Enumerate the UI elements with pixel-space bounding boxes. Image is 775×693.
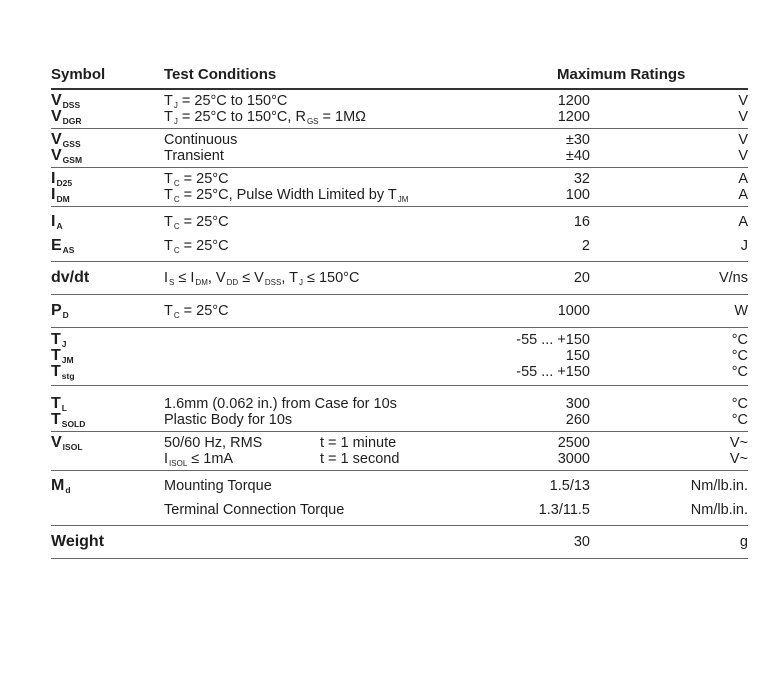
row-group: [51, 386, 748, 432]
row-group: [51, 471, 748, 526]
table-row: [51, 348, 748, 364]
condition-cell: Terminal Connection Torque: [164, 502, 345, 518]
unit-cell: °C: [731, 332, 748, 348]
value-cell: 300: [565, 396, 590, 412]
unit-cell: J: [740, 238, 748, 254]
table-row: [51, 132, 748, 148]
subscript: C: [173, 246, 180, 255]
subscript: C: [173, 195, 180, 204]
row-group: [51, 207, 748, 262]
value-cell: 20: [573, 270, 590, 286]
symbol-cell: $T_J$: [51, 331, 67, 349]
table-row: [51, 364, 748, 380]
condition-cell: $T_J = 25^\circ C$ to 150°C: [164, 93, 288, 110]
condition-cell: $T_C = 25^\circ C$: [164, 214, 229, 231]
row-group: [51, 262, 748, 295]
unit-cell: V~: [729, 435, 748, 451]
condition-cell: $T_C = 25^\circ C$: [164, 238, 229, 255]
value-cell: 32: [573, 171, 590, 187]
table-row: [51, 412, 748, 428]
symbol-cell: $V_{DSS}$: [51, 92, 81, 110]
unit-cell: Nm/lb.in.: [690, 502, 748, 518]
symbol-cell: $I_A$: [51, 213, 63, 231]
table-row: [51, 187, 748, 203]
unit-cell: W: [734, 303, 748, 319]
subscript: A: [56, 221, 63, 231]
table-row: [51, 234, 748, 258]
row-group: [51, 526, 748, 559]
table-row: [51, 435, 748, 451]
condition-cell: $T_C = 25^\circ C$, Pulse Width Limited by $T_{JM}$: [164, 187, 409, 204]
subscript: DD: [226, 278, 239, 287]
table-row: [51, 396, 748, 412]
header-symbol: Symbol: [51, 66, 106, 83]
table-body: [51, 90, 748, 559]
row-group: [51, 328, 748, 386]
value-cell: 1.3/11.5: [538, 502, 590, 518]
subscript: GS: [306, 117, 319, 126]
subscript: AS: [62, 245, 75, 255]
unit-cell: °C: [731, 364, 748, 380]
table-row: [51, 532, 748, 552]
unit-cell: A: [738, 171, 748, 187]
subscript: GSS: [62, 139, 81, 149]
table-row: [51, 171, 748, 187]
symbol-cell: $V_{DGR}$: [51, 108, 82, 126]
table-row: [51, 498, 748, 522]
table-row: [51, 301, 748, 321]
unit-cell: V: [738, 109, 748, 125]
table-row: [51, 268, 748, 288]
symbol-cell: $T_{SOLD}$: [51, 411, 86, 429]
table-row: [51, 148, 748, 164]
subscript: SOLD: [61, 419, 86, 429]
value-cell: 1200: [557, 93, 590, 109]
value-cell: 150: [565, 348, 590, 364]
condition-cell: $T_C = 25^\circ C$: [164, 303, 229, 320]
unit-cell: V~: [729, 451, 748, 467]
symbol-cell: $I_{D25}$: [51, 170, 73, 188]
subscript: ISOL: [169, 459, 188, 468]
subscript: S: [169, 278, 175, 287]
subscript: L: [61, 403, 67, 413]
unit-cell: °C: [731, 396, 748, 412]
condition-cell: 50/60 Hz, RMS: [164, 435, 263, 451]
table-header: [51, 62, 748, 90]
subscript: C: [173, 311, 180, 320]
value-cell: ±40: [565, 148, 590, 164]
value-cell: -55 ... +150: [516, 364, 590, 380]
condition-duration-cell: t = 1 minute: [320, 435, 397, 451]
symbol-cell: $M_d$: [51, 477, 71, 495]
row-group: [51, 90, 748, 129]
value-cell: 2: [581, 238, 590, 254]
subscript: stg: [61, 371, 75, 381]
subscript: GSM: [62, 155, 83, 165]
value-cell: 1000: [557, 303, 590, 319]
row-group: [51, 295, 748, 328]
subscript: J: [298, 278, 303, 287]
condition-cell: $I_S \le I_{DM}$, $V_{DD} \le V_{DSS}$, $T_J \le 150^\circ C$: [164, 270, 360, 287]
row-group: [51, 129, 748, 168]
condition-cell: Plastic Body for 10s: [164, 412, 293, 428]
table-row: [51, 210, 748, 234]
value-cell: 30: [573, 534, 590, 550]
subscript: DSS: [264, 278, 282, 287]
symbol-cell: $V_{GSM}$: [51, 147, 83, 165]
table-row: [51, 451, 748, 467]
value-cell: 1.5/13: [549, 478, 590, 494]
condition-cell: $I_{ISOL} \le 1mA$: [164, 451, 234, 468]
table-row: [51, 93, 748, 109]
symbol-cell: $V_{GSS}$: [51, 131, 81, 149]
symbol-cell: $V_{ISOL}$: [51, 434, 83, 452]
symbol-cell: $P_D$: [51, 302, 69, 320]
condition-cell: $T_C = 25^\circ C$: [164, 171, 229, 188]
unit-cell: V: [738, 132, 748, 148]
symbol-cell: $T_{JM}$: [51, 347, 74, 365]
value-cell: ±30: [565, 132, 590, 148]
subscript: C: [173, 222, 180, 231]
symbol-cell: $T_{stg}$: [51, 363, 75, 381]
subscript: J: [173, 101, 178, 110]
row-group: [51, 168, 748, 207]
symbol-cell: Weight: [51, 533, 105, 550]
subscript: DM: [195, 278, 208, 287]
value-cell: 1200: [557, 109, 590, 125]
condition-cell: Mounting Torque: [164, 478, 272, 494]
condition-cell: Transient: [164, 148, 224, 164]
subscript: JM: [397, 195, 409, 204]
subscript: ISOL: [62, 442, 83, 452]
unit-cell: °C: [731, 348, 748, 364]
condition-cell: 1.6mm (0.062 in.) from Case for 10s: [164, 396, 397, 412]
value-cell: 100: [565, 187, 590, 203]
symbol-cell: dv/dt: [51, 269, 90, 286]
unit-cell: A: [738, 214, 748, 230]
max-ratings-table: [51, 62, 748, 559]
unit-cell: °C: [731, 412, 748, 428]
condition-cell: Continuous: [164, 132, 238, 148]
subscript: D25: [56, 178, 73, 188]
subscript: DM: [56, 194, 70, 204]
row-group: [51, 432, 748, 471]
unit-cell: g: [739, 534, 748, 550]
condition-duration-cell: t = 1 second: [320, 451, 400, 467]
symbol-cell: $T_L$: [51, 395, 67, 413]
subscript: C: [173, 179, 180, 188]
unit-cell: Nm/lb.in.: [690, 478, 748, 494]
unit-cell: V: [738, 148, 748, 164]
value-cell: 260: [565, 412, 590, 428]
subscript: d: [65, 485, 71, 495]
table-row: [51, 474, 748, 498]
subscript: J: [173, 117, 178, 126]
value-cell: 2500: [557, 435, 590, 451]
subscript: D: [62, 310, 69, 320]
symbol-cell: $E_{AS}$: [51, 237, 75, 255]
unit-cell: A: [738, 187, 748, 203]
table-row: [51, 332, 748, 348]
table-row: [51, 109, 748, 125]
unit-cell: V: [738, 93, 748, 109]
header-test-conditions: Test Conditions: [164, 66, 277, 83]
subscript: JM: [61, 355, 74, 365]
value-cell: -55 ... +150: [516, 332, 590, 348]
condition-cell: $T_J = 25^\circ C$ to 150°C, $R_{GS} = 1M\Omega$: [164, 109, 367, 126]
value-cell: 3000: [557, 451, 590, 467]
subscript: DSS: [62, 100, 81, 110]
subscript: J: [61, 339, 67, 349]
unit-cell: V/ns: [718, 270, 748, 286]
symbol-cell: $I_{DM}$: [51, 186, 70, 204]
value-cell: 16: [573, 214, 590, 230]
header-maximum-ratings: Maximum Ratings: [557, 66, 686, 83]
subscript: DGR: [62, 116, 82, 126]
